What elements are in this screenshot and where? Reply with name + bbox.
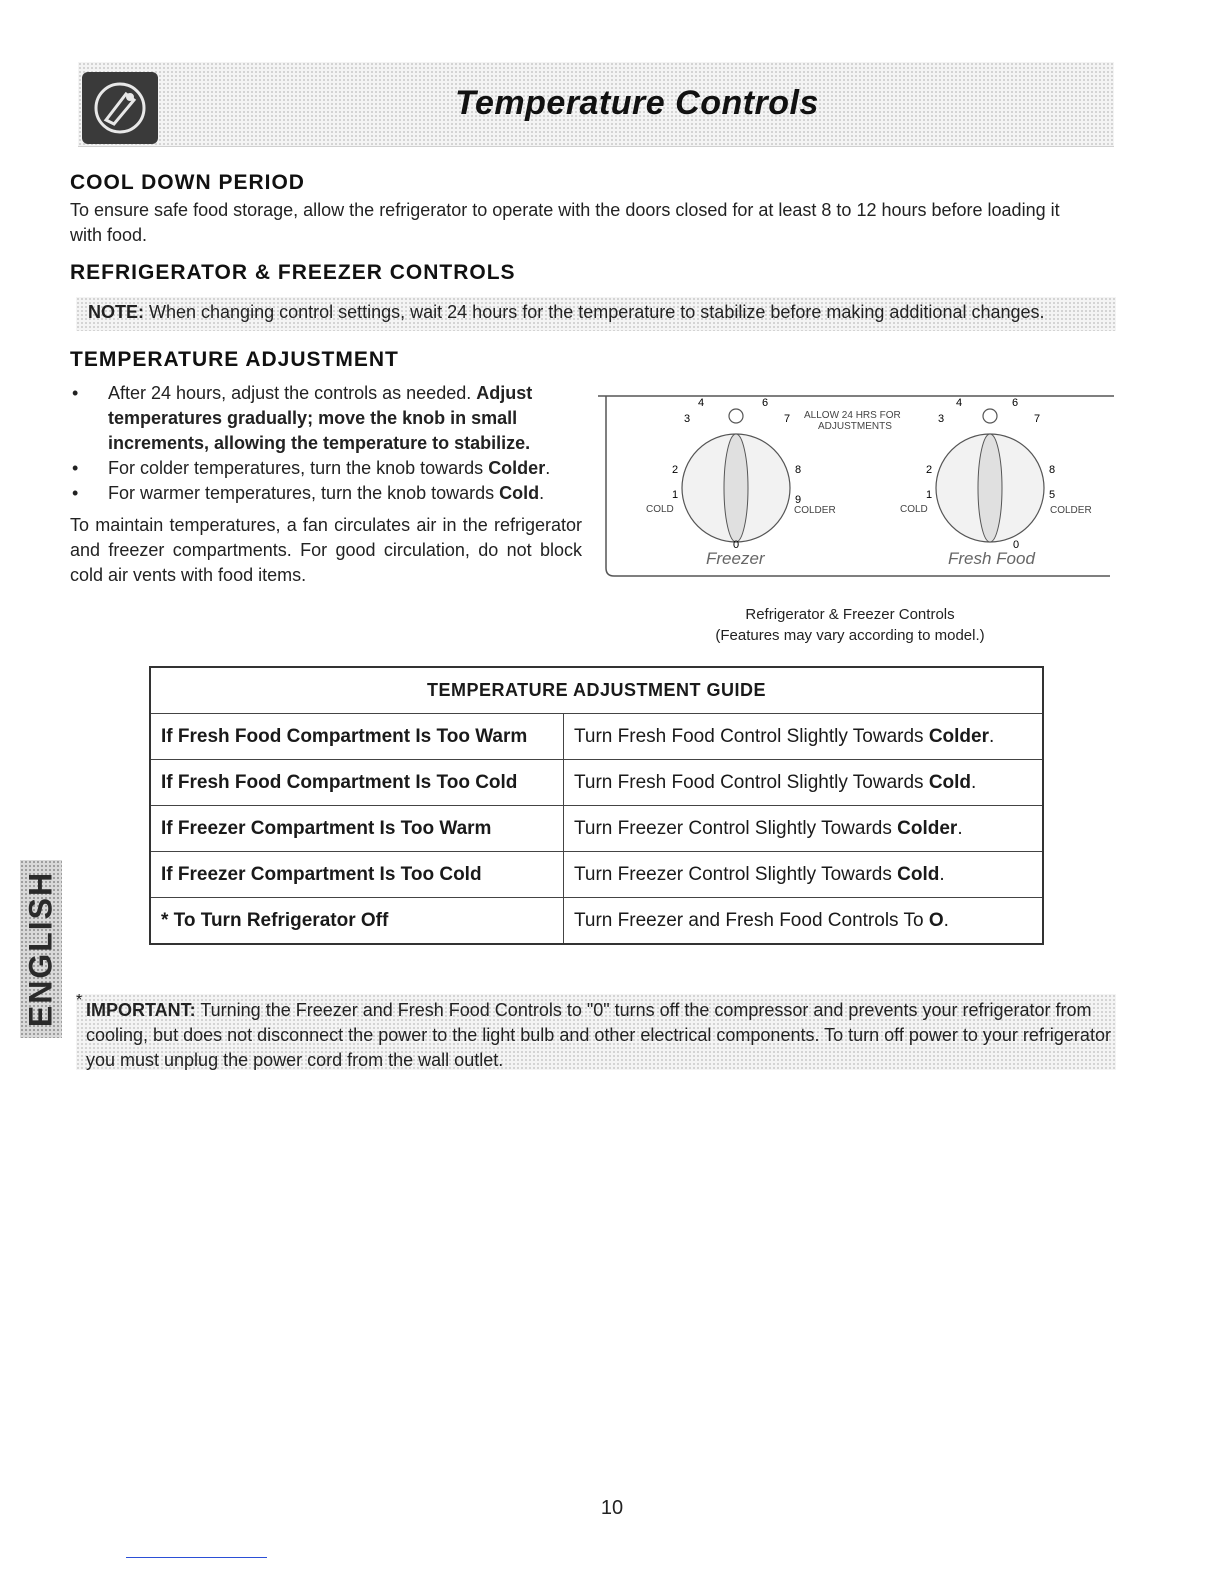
page-number: 10 (600, 1497, 624, 1519)
dial-number: 4 (698, 397, 705, 409)
bullet-bold-text: Adjust temperatures gradually; move the knob in small increments, allowing the temperature to stabilize. (108, 383, 533, 453)
action-bold: Cold (897, 863, 940, 885)
action-end: . (943, 909, 949, 931)
condition-cell: * To Turn Refrigerator Off (150, 898, 564, 945)
table-title: TEMPERATURE ADJUSTMENT GUIDE (150, 667, 1043, 714)
dial-number: 4 (956, 397, 963, 409)
action-text: Turn Fresh Food Control Slightly Towards (574, 725, 929, 747)
dial-number: 8 (1049, 464, 1056, 476)
condition-cell: If Freezer Compartment Is Too Cold (150, 852, 564, 898)
dial-number: 2 (926, 464, 933, 476)
action-cell (564, 806, 1044, 852)
action-end: . (989, 725, 995, 747)
important-note (86, 998, 1111, 1073)
bullet-text: For colder temperatures, turn the knob towards (108, 458, 489, 478)
important-text: Turning the Freezer and Fresh Food Controls to "0" turns off the compressor and prevents your refrigerator from cooling, but does not disconnect the power to the light bulb and other electrical components. To turn off power to your refrigerator you must unplug the power cord from the wall outlet. (86, 1000, 1111, 1070)
footnote-star: * (76, 992, 83, 1009)
footer-rule (126, 1557, 267, 1558)
dial-number: 7 (784, 413, 791, 425)
language-tab-label: ENGLISH (22, 870, 59, 1028)
figure-caption (680, 604, 1020, 646)
action-text: Turn Freezer Control Slightly Towards (574, 817, 898, 839)
bullet-bold-text: Cold (499, 483, 540, 503)
note (88, 302, 1045, 323)
table-row (150, 714, 1043, 760)
table-row (150, 898, 1043, 945)
dial-number: 6 (762, 397, 769, 409)
action-end: . (971, 771, 977, 793)
action-bold: Colder (928, 725, 989, 747)
action-text: Turn Fresh Food Control Slightly Towards (574, 771, 929, 793)
allow-text: ALLOW 24 HRS FOR (804, 410, 901, 421)
bullet-text: For warmer temperatures, turn the knob towards (108, 483, 500, 503)
fan-paragraph: To maintain temperatures, a fan circulates air in the refrigerator and freezer compartments. For good circulation, do not block cold air vents with food items. (70, 515, 582, 585)
note-label: NOTE: (88, 302, 144, 322)
dial-number: 5 (1049, 489, 1056, 501)
controls-diagram (598, 370, 1118, 582)
bullet-text: After 24 hours, adjust the controls as needed. (108, 383, 477, 403)
table-row (150, 760, 1043, 806)
colder-label: COLDER (1050, 505, 1092, 516)
colder-label: COLDER (794, 505, 836, 516)
dial-number: 7 (1034, 413, 1041, 425)
fresh-food-label: Fresh Food (948, 549, 1035, 568)
action-cell (564, 852, 1044, 898)
cool-down-text: To ensure safe food storage, allow the refrigerator to operate with the doors closed for at least 8 to 12 hours before loading it with food. (70, 200, 1060, 245)
bullet-end: . (539, 483, 545, 503)
note-text: When changing control settings, wait 24 hours for the temperature to stabilize before making additional changes. (144, 302, 1045, 322)
condition-cell: If Freezer Compartment Is Too Warm (150, 806, 564, 852)
dial-number: 9 (795, 494, 802, 506)
freezer-label: Freezer (706, 549, 765, 568)
dial-number: 3 (938, 413, 945, 425)
condition-cell: If Fresh Food Compartment Is Too Warm (150, 714, 564, 760)
adjustment-guide-table (149, 666, 1044, 945)
list-item: • For warmer temperatures, turn the knob towards Cold. (72, 483, 545, 503)
table-header-row (150, 667, 1043, 714)
list-item: • After 24 hours, adjust the controls as needed. Adjust temperatures gradually; move the knob in small increments, allowing the temperature to stabilize. (72, 383, 533, 453)
table-row (150, 852, 1043, 898)
adjustments-text: ADJUSTMENTS (818, 421, 892, 432)
bullet-bold-text: Colder (488, 458, 546, 478)
action-cell (564, 760, 1044, 806)
dial-number: 3 (684, 413, 691, 425)
action-bold: Cold (928, 771, 972, 793)
action-cell (564, 898, 1044, 945)
page-title: Temperature Controls (455, 84, 819, 122)
action-text: Turn Freezer Control Slightly Towards (574, 863, 898, 885)
caption-line: Refrigerator & Freezer Controls (745, 606, 955, 623)
action-text: Turn Freezer and Fresh Food Controls To (574, 909, 929, 931)
list-item: • For colder temperatures, turn the knob towards Colder. (72, 458, 551, 478)
dial-number: 8 (795, 464, 802, 476)
thermostat-dial-icon (82, 72, 158, 144)
freezer-dial (646, 397, 836, 568)
action-end: . (939, 863, 945, 885)
fresh-food-dial (900, 397, 1092, 568)
condition-cell: If Fresh Food Compartment Is Too Cold (150, 760, 564, 806)
important-label: IMPORTANT: (86, 1000, 196, 1020)
action-end: . (957, 817, 963, 839)
table-row (150, 806, 1043, 852)
cold-label: COLD (646, 504, 674, 515)
action-bold: O (928, 909, 944, 931)
action-cell (564, 714, 1044, 760)
cold-label: COLD (900, 504, 928, 515)
dial-number: 6 (1012, 397, 1019, 409)
caption-line: (Features may vary according to model.) (715, 627, 985, 644)
action-bold: Colder (897, 817, 958, 839)
controls-heading: REFRIGERATOR & FREEZER CONTROLS (70, 261, 516, 284)
dial-number: 1 (926, 489, 933, 501)
cool-down-heading: COOL DOWN PERIOD (70, 171, 305, 194)
dial-number: 1 (672, 489, 679, 501)
adjustment-heading: TEMPERATURE ADJUSTMENT (70, 348, 399, 371)
dial-number: 2 (672, 464, 679, 476)
adjustment-bullets (68, 381, 588, 506)
dial-number: 0 (1013, 539, 1020, 551)
dial-number: 0 (733, 539, 740, 551)
bullet-end: . (545, 458, 551, 478)
